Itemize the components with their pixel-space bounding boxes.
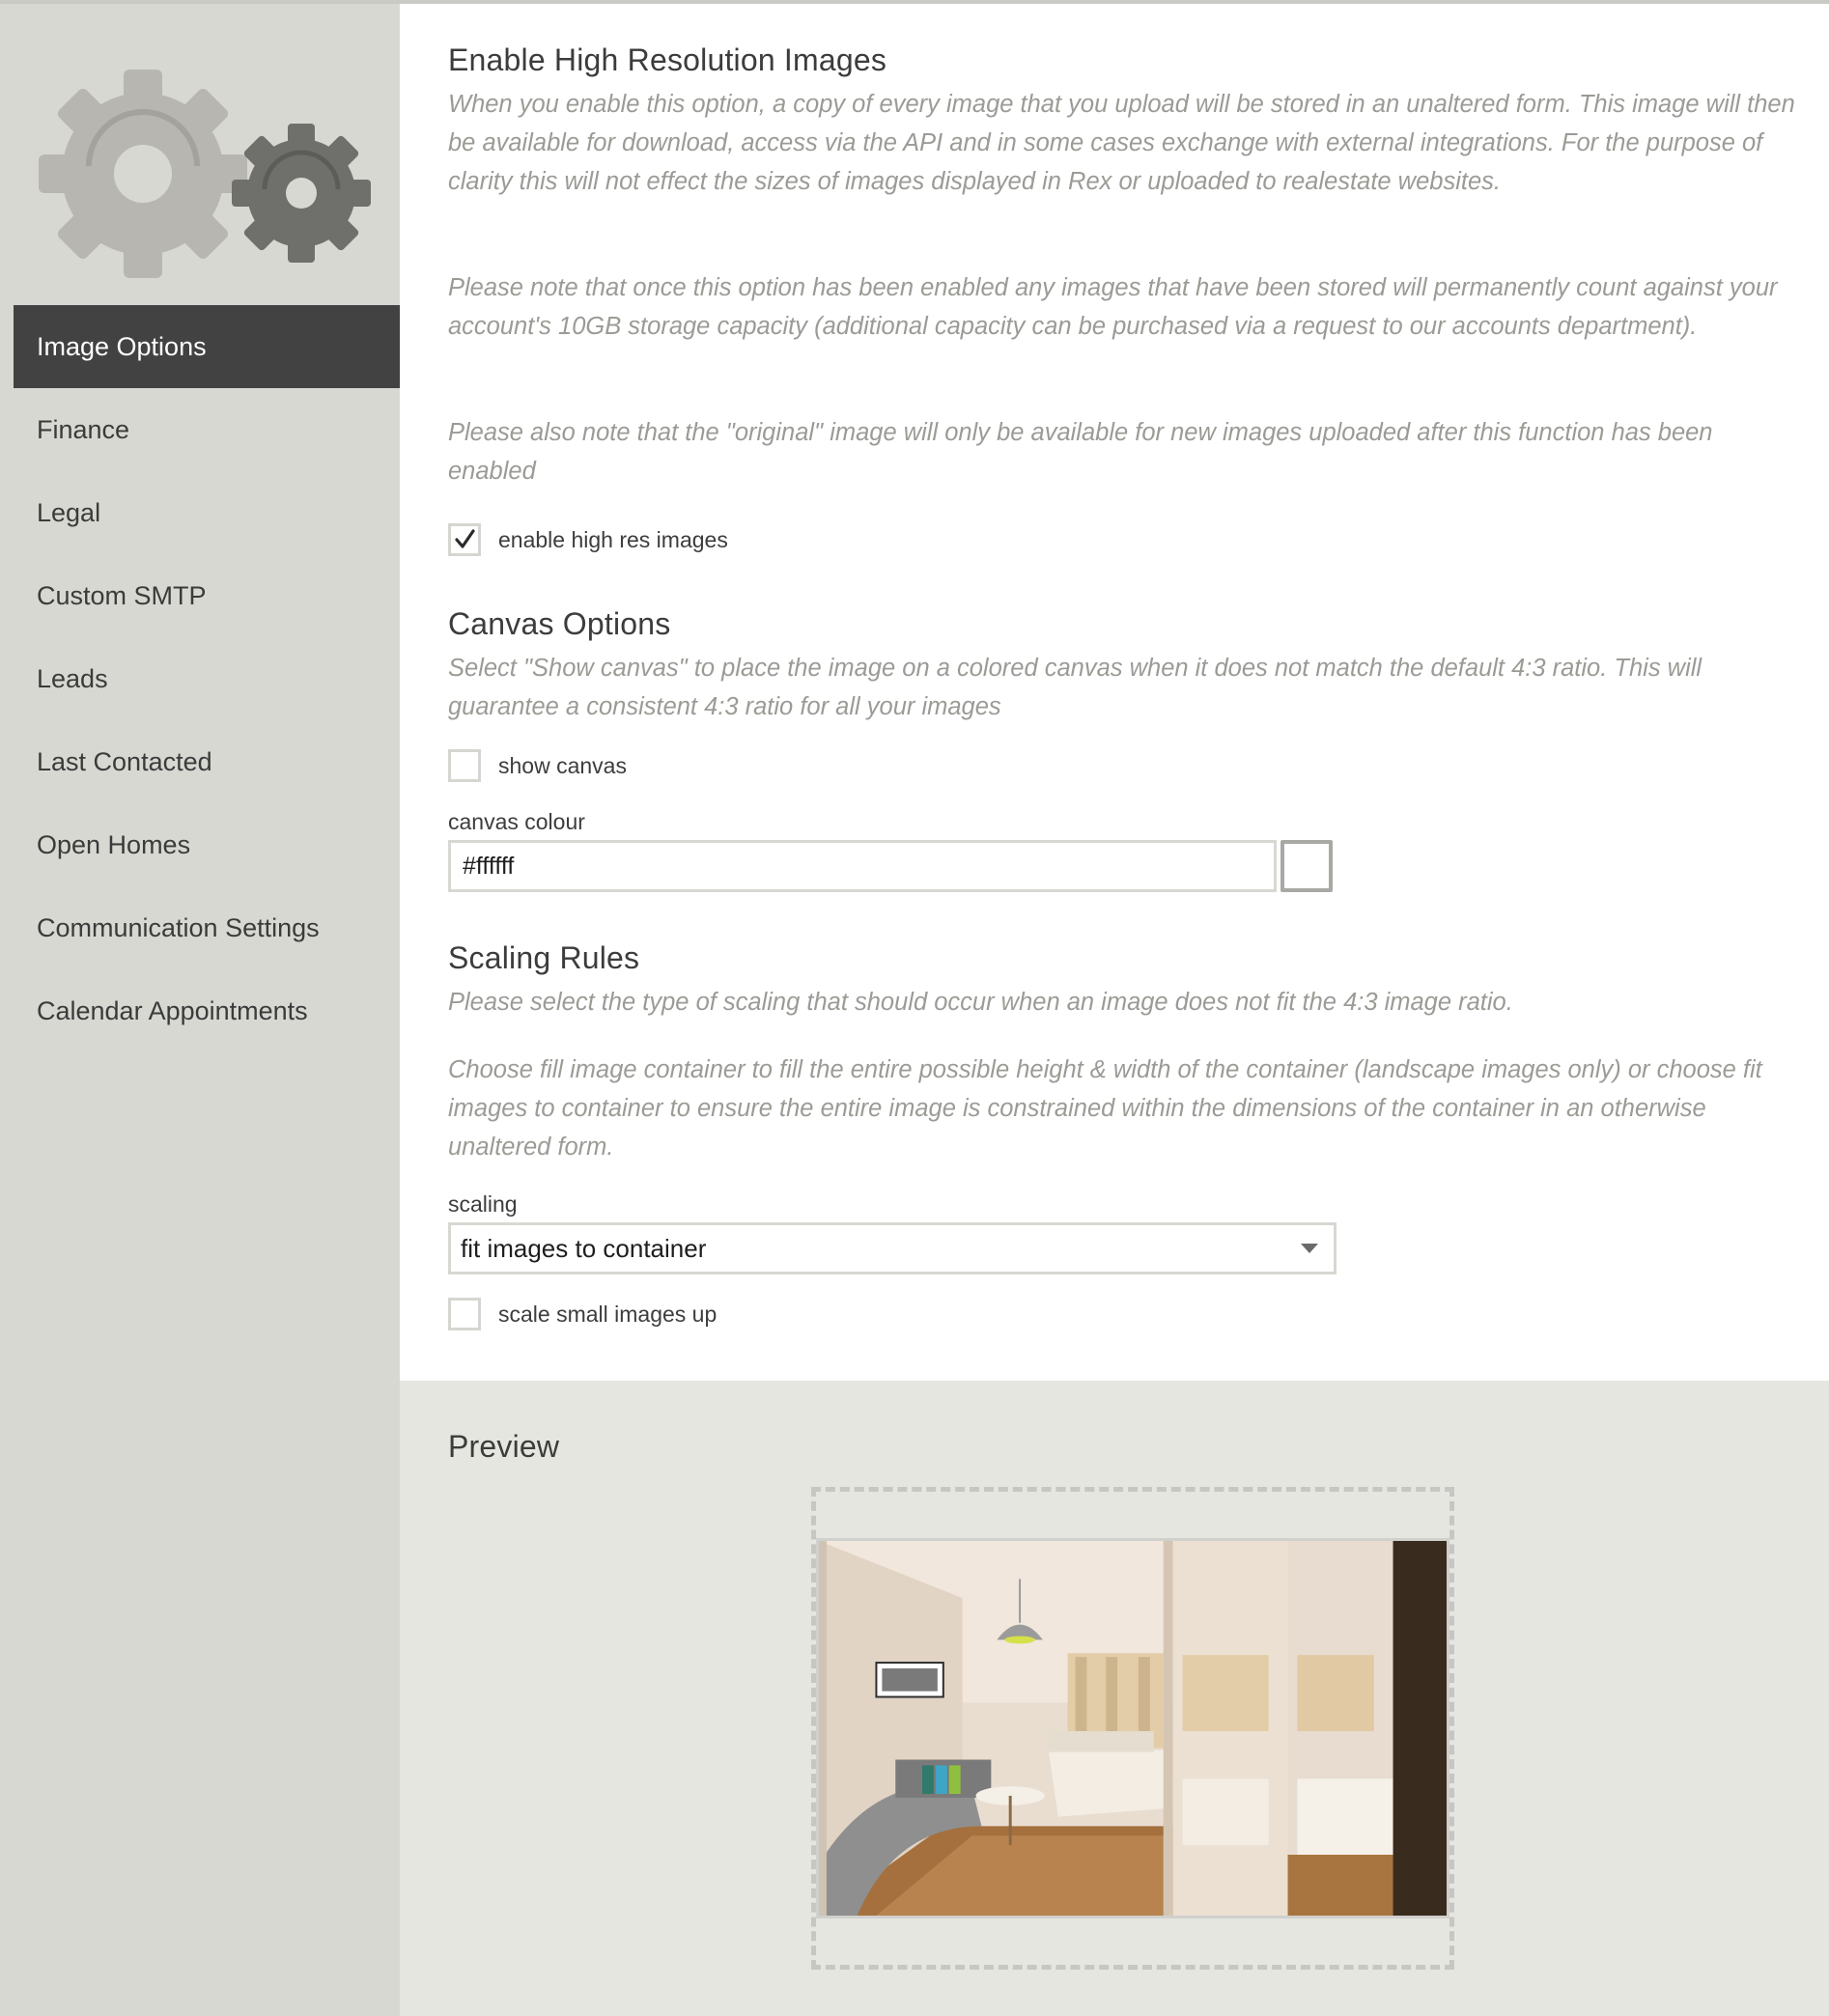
canvas-options-description: Select "Show canvas" to place the image on a colored canvas when it does not match the default 4:3 ratio. This will guarantee a consistent 4:3 ratio for all your images [448, 655, 1702, 720]
enable-high-res-checkbox[interactable] [448, 523, 481, 556]
high-res-title: Enable High Resolution Images [448, 42, 887, 77]
sidebar-item-finance[interactable]: Finance [37, 415, 130, 444]
preview-image [816, 1538, 1449, 1918]
sidebar [0, 4, 400, 2016]
gears-icon [39, 68, 377, 280]
sidebar-item-communication-settings[interactable]: Communication Settings [37, 913, 320, 942]
canvas-colour-label: canvas colour [448, 809, 585, 834]
preview-title: Preview [448, 1429, 560, 1464]
chevron-down-icon [1301, 1244, 1318, 1253]
scale-small-images-row [448, 1298, 717, 1330]
sidebar-item-last-contacted[interactable]: Last Contacted [37, 747, 212, 776]
enable-high-res-row [448, 523, 728, 556]
high-res-description-1: When you enable this option, a copy of every image that you upload will be stored in an unaltered form. This image will then be available for download, access via the API and in some cases exchange with external integrations. For the purpose of clarity this will not effect the sizes of images displayed in Rex or uploaded to realestate websites. [448, 91, 1795, 195]
scaling-rules-description-1: Please select the type of scaling that should occur when an image does not fit the 4:3 image ratio. [448, 989, 1513, 1016]
sidebar-item-custom-smtp[interactable]: Custom SMTP [37, 581, 207, 610]
high-res-description-3: Please also note that the "original" image will only be available for new images uploaded after this function has been enabled [448, 419, 1713, 485]
main-content [400, 4, 1829, 1381]
preview-panel [400, 1381, 1829, 2016]
sidebar-item-leads[interactable]: Leads [37, 664, 108, 693]
show-canvas-label: show canvas [498, 752, 627, 778]
scaling-rules-title: Scaling Rules [448, 940, 640, 975]
canvas-options-title: Canvas Options [448, 606, 671, 641]
scaling-rules-description-2: Choose fill image container to fill the entire possible height & width of the container (landscape images only) or choose fit images to container to ensure the entire image is constrained within the dimensions of the container in an otherwise unaltered form. [448, 1056, 1762, 1161]
sidebar-item-open-homes[interactable]: Open Homes [37, 830, 191, 859]
scale-small-images-label: scale small images up [498, 1301, 718, 1327]
sidebar-item-calendar-appointments[interactable]: Calendar Appointments [37, 996, 308, 1025]
show-canvas-row [448, 749, 627, 782]
scaling-label: scaling [448, 1191, 518, 1217]
sidebar-item-legal[interactable]: Legal [37, 498, 101, 527]
sidebar-item-image-options[interactable]: Image Options [14, 305, 400, 388]
scaling-select-value: fit images to container [461, 1234, 707, 1263]
high-res-description-2: Please note that once this option has been enabled any images that have been stored will permanently count against your account's 10GB storage capacity (additional capacity can be purchased via a request to our accounts department). [448, 274, 1778, 340]
canvas-colour-input[interactable]: #ffffff [448, 840, 1277, 892]
enable-high-res-label: enable high res images [498, 526, 728, 552]
show-canvas-checkbox[interactable] [448, 749, 481, 782]
canvas-colour-swatch[interactable] [1280, 840, 1333, 892]
scale-small-images-checkbox[interactable] [448, 1298, 481, 1330]
preview-container [811, 1487, 1454, 1970]
scaling-select[interactable] [448, 1222, 1337, 1274]
checkmark-icon [453, 528, 476, 551]
sidebar-nav [14, 305, 400, 1052]
